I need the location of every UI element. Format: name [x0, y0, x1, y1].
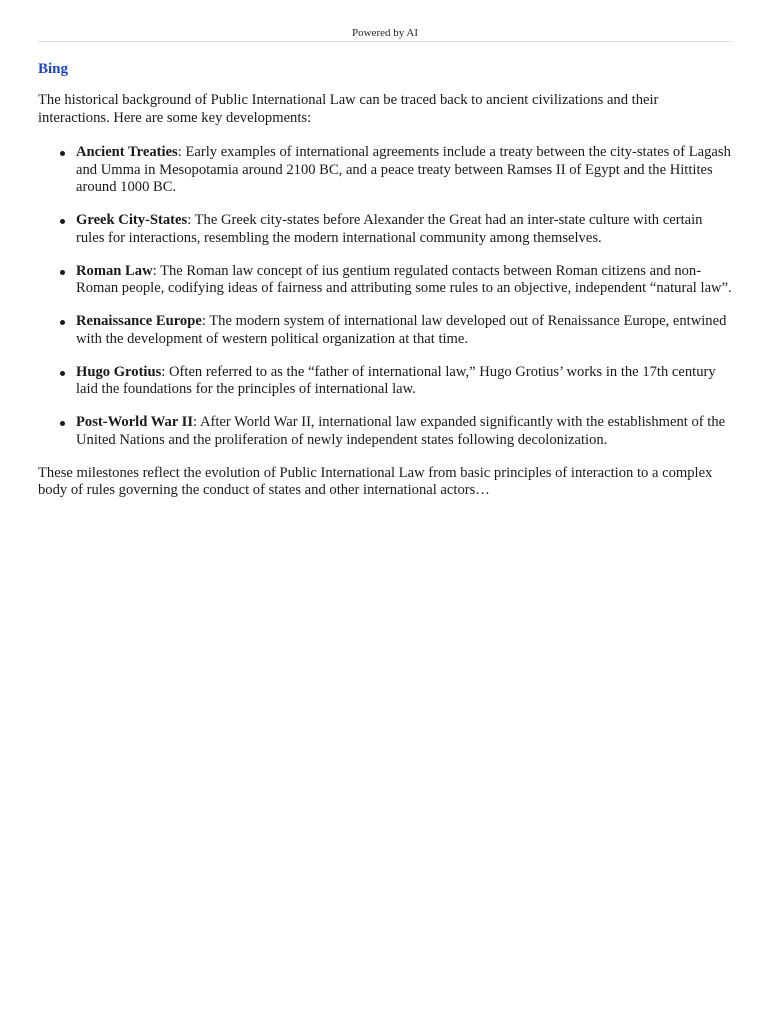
item-text: : Early examples of international agreements include a treaty between the city-states of Lagash and Umma in Mesopotamia around 2100 BC, and a peace treaty between Ramses II of Egypt and the Hittites around 1000 BC. [76, 144, 731, 195]
item-title: Renaissance Europe [76, 313, 202, 329]
list-item [38, 263, 732, 298]
bullet-icon [60, 151, 65, 156]
bing-source-link[interactable]: Bing [38, 61, 69, 77]
item-title: Hugo Grotius [76, 363, 162, 380]
bullet-icon [60, 219, 65, 224]
item-text: : The modern system of international law developed out of Renaissance Europe, entwined with the development of western political organization at that time. [76, 313, 727, 347]
bullet-icon [60, 270, 65, 275]
item-text: : The Roman law concept of ius gentium regulated contacts between Roman citizens and non-Roman people, codifying ideas of fairness and attributing some rules to an objective, independent “natural law”. [76, 262, 732, 296]
powered-by-label: Powered by AI [352, 27, 418, 39]
list-item [38, 414, 732, 449]
bullet-icon [60, 320, 65, 325]
bullet-icon [60, 371, 65, 376]
item-text: : Often referred to as the “father of international law,” Hugo Grotius’ works in the 17th century laid the foundations for the principles of international law. [76, 363, 716, 397]
bullet-icon [60, 421, 65, 426]
item-text: : The Greek city-states before Alexander the Great had an inter-state culture with certain rules for interactions, resembling the modern international community among themselves. [76, 212, 703, 246]
closing-paragraph: These milestones reflect the evolution of Public International Law from basic principles of interaction to a complex body of rules governing the conduct of states and other international actors… [38, 464, 713, 498]
item-title: Ancient Treaties [76, 144, 178, 160]
list-item [38, 364, 732, 399]
intro-paragraph: The historical background of Public International Law can be traced back to ancient civilizations and their interactions. Here are some key developments: [38, 92, 659, 126]
list-item [38, 313, 732, 348]
list-item [38, 212, 732, 247]
document-page [38, 0, 732, 500]
item-title: Roman Law [76, 262, 153, 279]
page-header [38, 0, 732, 42]
list-item [38, 144, 732, 197]
item-title: Greek City-States [76, 212, 188, 228]
key-developments-list [38, 144, 732, 449]
item-text: : After World War II, international law expanded significantly with the establishment of the United Nations and the proliferation of newly independent states following decolonization. [76, 414, 726, 448]
item-title: Post-World War II [76, 414, 194, 430]
